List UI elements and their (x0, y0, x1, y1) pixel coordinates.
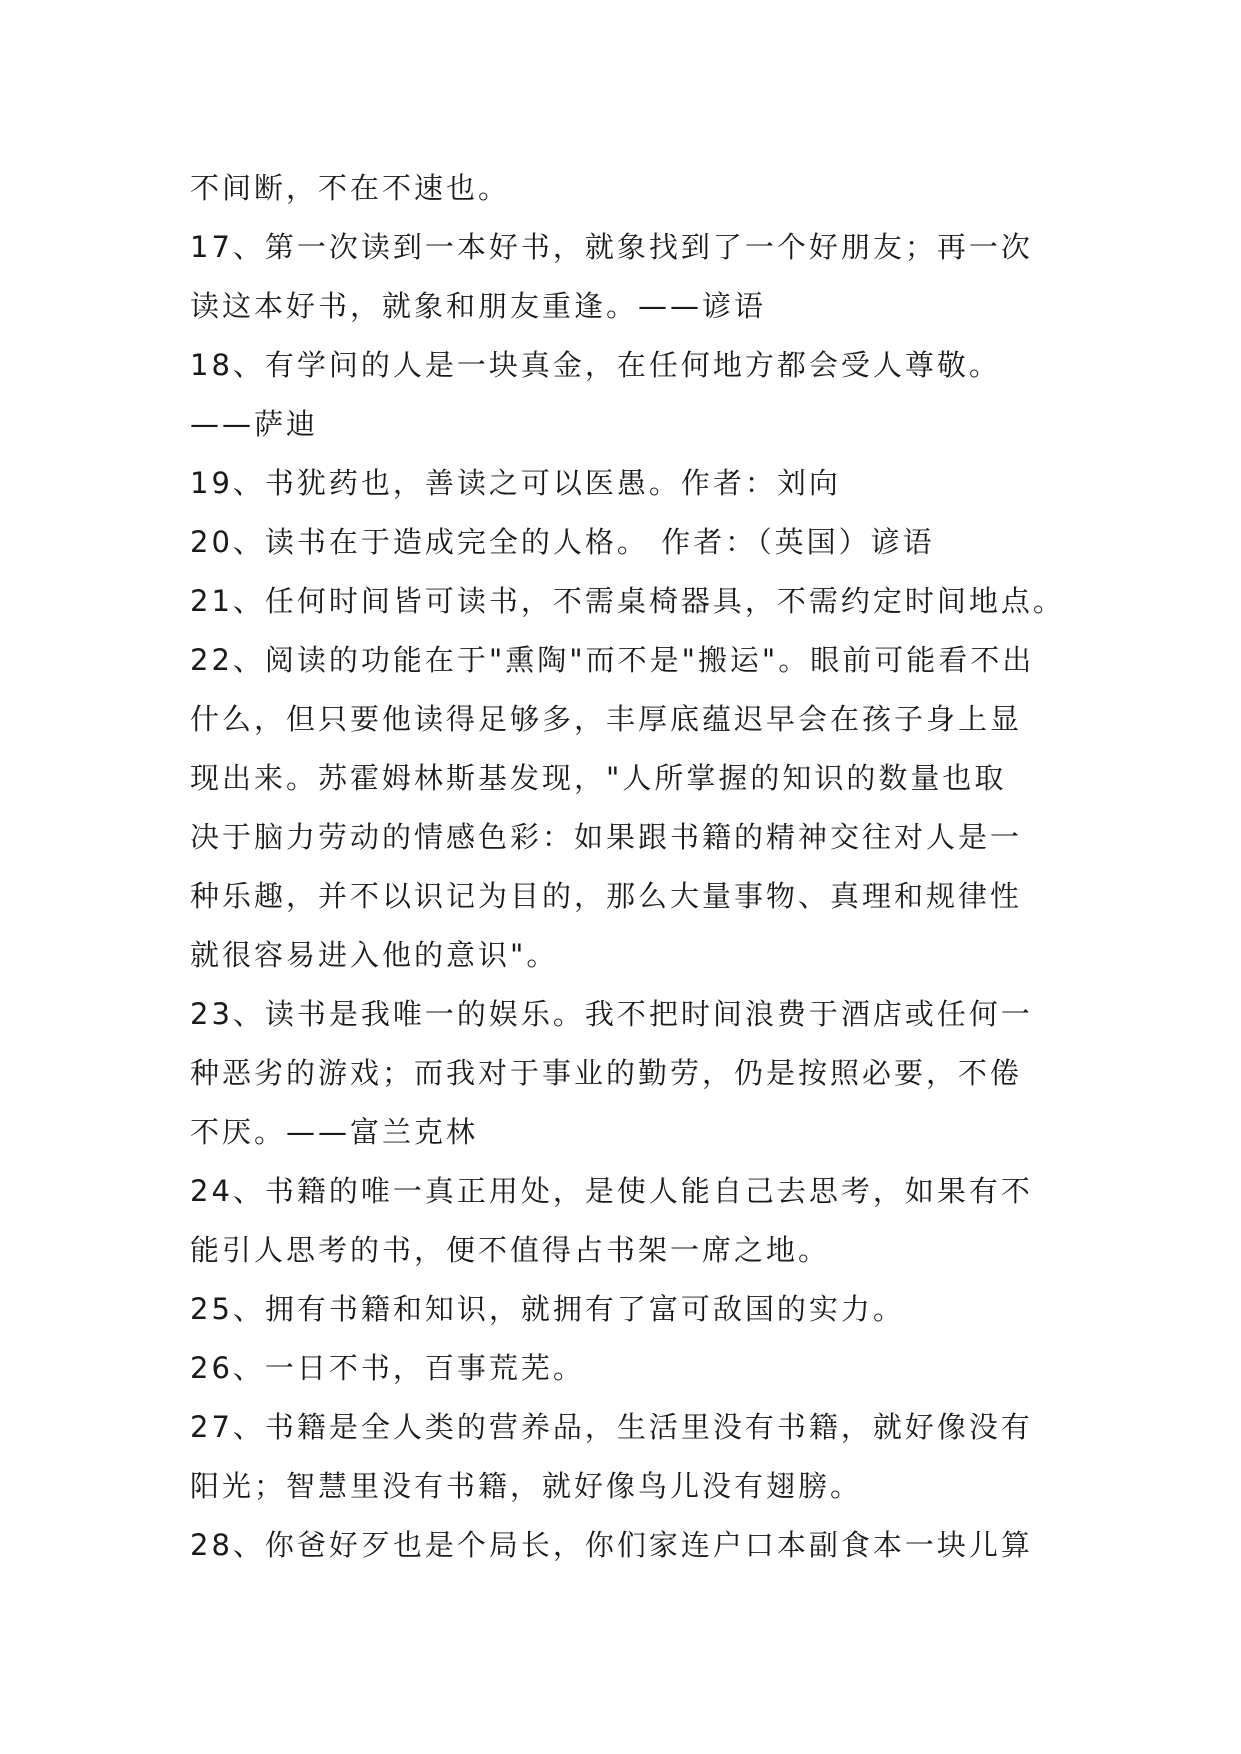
text-line: 20、读书在于造成完全的人格。 作者：（英国）谚语 (190, 525, 935, 559)
text-line: 就很容易进入他的意识"。 (190, 938, 559, 972)
text-line: 22、阅读的功能在于"熏陶"而不是"搬运"。眼前可能看不出 (190, 643, 1035, 677)
text-line: 种乐趣，并不以识记为目的，那么大量事物、真理和规律性 (190, 879, 1023, 913)
text-line: 27、书籍是全人类的营养品，生活里没有书籍，就好像没有 (190, 1410, 1033, 1444)
text-line: 23、读书是我唯一的娱乐。我不把时间浪费于酒店或任何一 (190, 997, 1033, 1031)
text-line: 能引人思考的书，便不值得占书架一席之地。 (190, 1233, 831, 1267)
text-line: 21、任何时间皆可读书，不需桌椅器具，不需约定时间地点。 (190, 584, 1065, 618)
quote-text-column (190, 159, 1065, 1575)
text-line: 现出来。苏霍姆林斯基发现，"人所掌握的知识的数量也取 (190, 761, 1007, 795)
text-line: 17、第一次读到一本好书，就象找到了一个好朋友；再一次 (190, 230, 1033, 264)
text-line: 不厌。——富兰克林 (190, 1115, 479, 1149)
text-line: 28、你爸好歹也是个局长，你们家连户口本副食本一块儿算 (190, 1528, 1033, 1562)
text-line: 25、拥有书籍和知识，就拥有了富可敌国的实力。 (190, 1292, 905, 1326)
text-line: 19、书犹药也，善读之可以医愚。作者：刘向 (190, 466, 841, 500)
text-line: 种恶劣的游戏；而我对于事业的勤劳，仍是按照必要，不倦 (190, 1056, 1023, 1090)
text-line: ——萨迪 (190, 407, 319, 441)
text-line: 24、书籍的唯一真正用处，是使人能自己去思考，如果有不 (190, 1174, 1033, 1208)
text-line: 阳光；智慧里没有书籍，就好像鸟儿没有翅膀。 (190, 1469, 863, 1503)
text-line: 不间断，不在不速也。 (190, 171, 511, 205)
text-line: 决于脑力劳动的情感色彩：如果跟书籍的精神交往对人是一 (190, 820, 1023, 854)
text-line: 18、有学问的人是一块真金，在任何地方都会受人尊敬。 (190, 348, 1001, 382)
text-line: 读这本好书，就象和朋友重逢。——谚语 (190, 289, 767, 323)
text-line: 26、一日不书，百事荒芜。 (190, 1351, 585, 1385)
text-line: 什么，但只要他读得足够多，丰厚底蕴迟早会在孩子身上显 (190, 702, 1023, 736)
